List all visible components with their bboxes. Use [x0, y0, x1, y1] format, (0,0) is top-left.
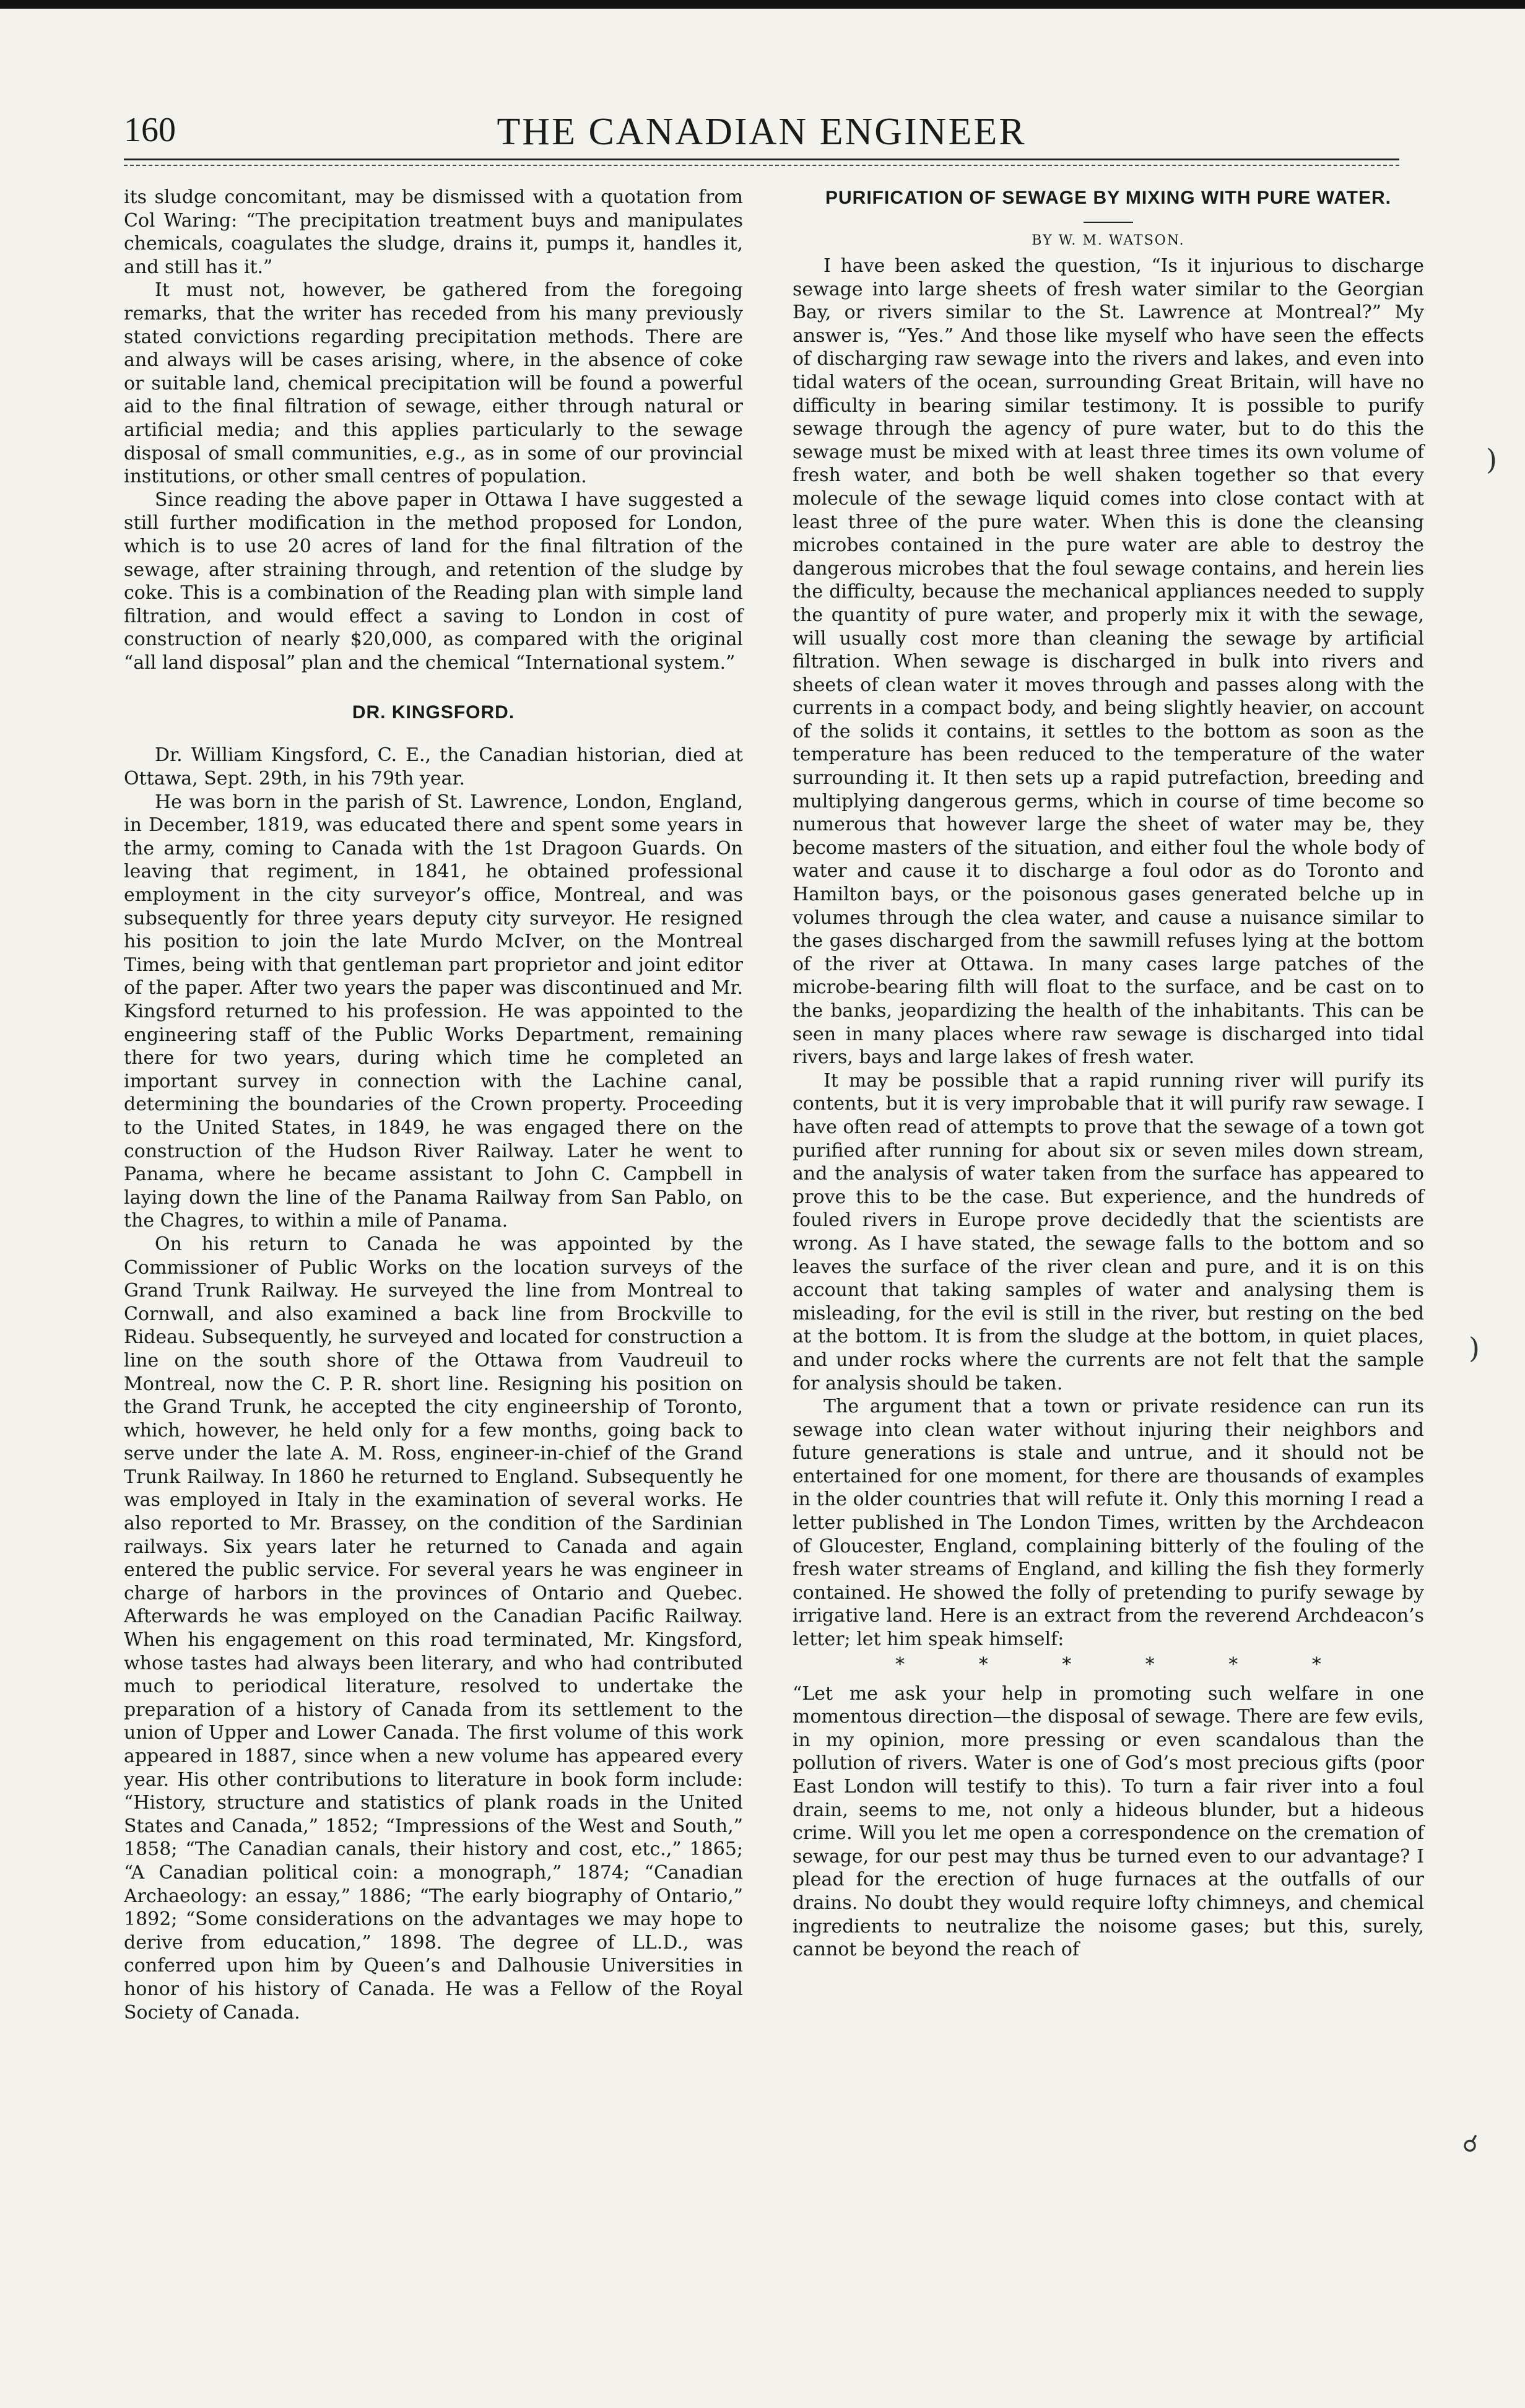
margin-mark-icon: ☌ — [1462, 2130, 1479, 2157]
article-heading: PURIFICATION OF SEWAGE BY MIXING WITH PURE WATER. — [825, 188, 1392, 208]
left-column — [124, 186, 743, 2024]
margin-mark-icon: ) — [1469, 1331, 1480, 1365]
section-stars: * * * * * * — [895, 1653, 1321, 1676]
page-header — [124, 110, 1399, 160]
paragraph: Dr. William Kingsford, C. E., the Canadian historian, died at Ottawa, Sept. 29th, in his 79th year. — [124, 744, 743, 790]
paragraph: I have been asked the question, “Is it injurious to discharge sewage into large sheets of fresh water similar to the Georgian Bay, or rivers similar to the St. Lawrence at Montreal?” My answer is, “Yes.” And those like myself who have seen the effects of discharging raw sewage into the rivers and lakes, and even into tidal waters of the ocean, surrounding Great Britain, will have no difficulty in bearing similar testimony. It is possible to purify sewage through the agency of pure water, but to do this the sewage must be mixed with at least three times its own volume of fresh water, and both be well shaken together so that every molecule of the sewage liquid comes into close contact with at least three of the pure water. When this is done the cleansing microbes contained in the pure water are able to destroy the dangerous microbes that the foul sewage contains, and herein lies the difficulty, because the mechanical appliances needed to supply the quantity of pure water, and properly mix it with the sewage, will usually cost more than cleaning the sewage by artificial filtration. When sewage is discharged in bulk into rivers and sheets of clean water it moves through and passes along with the currents in a compact body, and being slightly heavier, on account of the solids it contains, it settles to the bottom as soon as the temperature has been reduced to the temperature of the water surrounding it. It then sets up a rapid putrefaction, breeding and multiplying dangerous germs, which in course of time become so numerous that however large the sheet of water may be, they become masters of the situation, and either foul the whole body of water and cause it to discharge a foul odor as do Toronto and Hamilton bays, or the poisonous gases generated belche up in volumes through the clea water, and cause a nuisance similar to the gases discharged from the sawmill refuses lying at the bottom of the river at Ottawa. In many cases large patches of the microbe-bearing filth will float to the surface, and be cast on to the banks, jeopardizing the health of the inhabitants. This can be seen in many places where raw sewage is discharged into tidal rivers, bays and large lakes of fresh water. — [793, 255, 1424, 1069]
paragraph: On his return to Canada he was appointed by the Commissioner of Public Works on the location surveys of the Grand Trunk Railway. He surveyed the line from Montreal to Cornwall, and also examined a back line from Brockville to Rideau. Subsequently, he surveyed and located for construction a line on the south shore of the Ottawa from Vaudreuil to Montreal, now the C. P. R. short line. Resigning his position on the Grand Trunk, he accepted the city engineership of Toronto, which, however, he held only for a few months, going back to serve under the late A. M. Ross, engineer-in-chief of the Grand Trunk Railway. In 1860 he returned to England. Subsequently he was employed in Italy in the examination of several works. He also reported to Mr. Brassey, on the condition of the Sardinian railways. Six years later he returned to Canada and again entered the public service. For several years he was engineer in charge of harbors in the provinces of Ontario and Quebec. Afterwards he was employed on the Canadian Pacific Railway. When his engagement on this road terminated, Mr. Kingsford, whose tastes had always been literary, and who had contributed much to periodical literature, resolved to undertake the preparation of a history of Canada from its settlement to the union of Upper and Lower Canada. The first volume of this work appeared in 1887, since when a new volume has appeared every year. His other contributions to literature in book form include: “History, structure and statistics of plank roads in the United States and Canada,” 1852; “Impressions of the West and South,” 1858; “The Canadian canals, their history and cost, etc.,” 1865; “A Canadian political coin: a monograph,” 1874; “Canadian Archaeology: an essay,” 1886; “The early biography of Ontario,” 1892; “Some considerations on the advantages we may hope to derive from education,” 1898. The degree of LL.D., was conferred upon him by Queen’s and Dalhousie Universities in honor of his history of Canada. He was a Fellow of the Royal Society of Canada. — [124, 1233, 743, 2023]
header-rule-dashed — [124, 165, 1399, 166]
paragraph: It may be possible that a rapid running river will purify its contents, but it is very improbable that it will purify raw sewage. I have often read of attempts to prove that the sewage of a town got purified after running for about six or seven miles down stream, and the analysis of water taken from the surface has appeared to prove this to be the case. But experience, and the hundreds of fouled rivers in Europe prove decidedly that the scientists are wrong. As I have stated, the sewage falls to the bottom and so leaves the surface of the river clean and pure, and it is on this account that taking samples of water and analysing them is misleading, for the evil is still in the river, but resting on the bed at the bottom. It is from the sludge at the bottom, in quiet places, and under rocks where the currents are not felt that the sample for analysis should be taken. — [793, 1069, 1424, 1394]
right-column — [793, 186, 1424, 1962]
journal-title: THE CANADIAN ENGINEER — [497, 111, 1027, 153]
paragraph: He was born in the parish of St. Lawrence, London, England, in December, 1819, was educated there and spent some years in the army, coming to Canada with the 1st Dragoon Guards. On leaving that regiment, in 1841, he obtained professional employment in the city surveyor’s office, Montreal, and was subsequently for three years deputy city surveyor. He resigned his position to join the late Murdo McIver, on the Montreal Times, being with that gentleman part proprietor and joint editor of the paper. After two years the paper was discontinued and Mr. Kingsford returned to his profession. He was appointed to the engineering staff of the Public Works Department, remaining there for two years, during which time he completed an important survey in connection with the Lachine canal, determining the boundaries of the Crown property. Proceeding to the United States, in 1849, he was engaged there on the construction of the Hudson River Railway. Later he went to Panama, where he became assistant to John C. Campbell in laying down the line of the Panama Railway from San Pablo, on the Chagres, to within a mile of Panama. — [124, 791, 743, 1232]
heading-rule — [1084, 222, 1133, 223]
byline: BY W. M. WATSON. — [1032, 233, 1185, 248]
paragraph: its sludge concomitant, may be dismissed with a quotation from Col Waring: “The precipitation treatment buys and manipulates chemicals, coagulates the sludge, drains it, pumps it, handles it, and still has it.” — [124, 186, 743, 278]
page-number: 160 — [124, 111, 176, 149]
quoted-letter: “Let me ask your help in promoting such welfare in one momentous direction—the disposal of sewage. There are few evils, in my opinion, more pressing or even scandalous than the pollution of rivers. Water is one of God’s most precious gifts (poor East London will testify to this). To turn a fair river into a foul drain, seems to me, not only a hideous blunder, but a hideous crime. Will you let me open a correspondence on the cremation of sewage, for our pest may thus be turned even to our advantage? I plead for the erection of huge furnaces at the outfalls of our drains. No doubt they would require lofty chimneys, and chemical ingredients to neutralize the noisome gases; but this, surely, cannot be beyond the reach of — [793, 1682, 1424, 1961]
header-rule — [124, 159, 1399, 160]
paragraph: Since reading the above paper in Ottawa I have suggested a still further modification in the method proposed for London, which is to use 20 acres of land for the final filtration of the sewage, after straining through, and retention of the sludge by coke. This is a combination of the Reading plan with simple land filtration, and would effect a saving to London in cost of construction of nearly $20,000, as compared with the original “all land disposal” plan and the chemical “International system.” — [124, 489, 743, 674]
margin-mark-icon: ) — [1486, 443, 1497, 476]
scan-top-border — [0, 0, 1525, 9]
kingsford-heading: DR. KINGSFORD. — [352, 702, 515, 723]
paragraph: The argument that a town or private residence can run its sewage into clean water without injuring their neighbors and future generations is stale and untrue, and it should not be entertained for one moment, for there are thousands of examples in the older countries that will refute it. Only this morning I read a letter published in The London Times, written by the Archdeacon of Gloucester, England, complaining bitterly of the fouling of the fresh water streams of England, and killing the fish they formerly contained. He showed the folly of pretending to purify sewage by irrigative land. Here is an extract from the reverend Archdeacon’s letter; let him speak himself: — [793, 1396, 1424, 1651]
paragraph: It must not, however, be gathered from the foregoing remarks, that the writer has receded from his many previously stated convictions regarding precipitation methods. There are and always will be cases arising, where, in the absence of coke or suitable land, chemical precipitation will be found a powerful aid to the final filtration of sewage, either through natural or artificial media; and this applies particularly to the sewage disposal of small communities, e.g., as in some of our provincial institutions, or other small centres of population. — [124, 279, 743, 488]
